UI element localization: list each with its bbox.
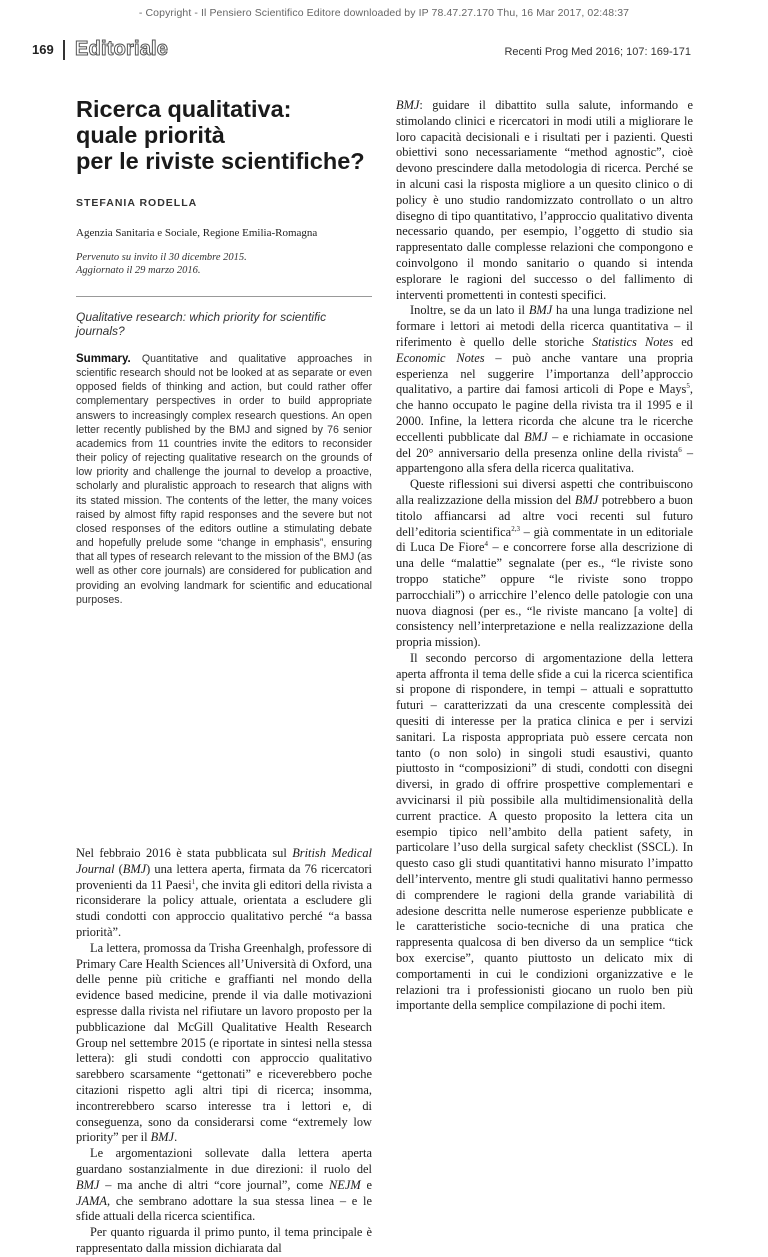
header-divider (63, 40, 65, 60)
body-paragraph: Le argomentazioni sollevate dalla lettera aperta guardano sostanzialmente in due direzioni: il ruolo del BMJ – ma anche di altri “core journal”, come NEJM e JAMA, che sembrano adottare la sua stessa linea – e le sfide attuali della ricerca scientifica. (76, 1146, 372, 1224)
journal-reference: Recenti Prog Med 2016; 107: 169-171 (504, 46, 691, 58)
body-paragraph: Per quanto riguarda il primo punto, il tema principale è rappresentato dalla mission dichiarata dal (76, 1225, 372, 1255)
english-title: Qualitative research: which priority for scientific journals? (76, 310, 327, 338)
summary-label: Summary. (76, 353, 131, 365)
abstract-divider (76, 296, 372, 297)
summary-text: Quantitative and qualitative approaches in scientific research should not be looked at as separate or even opposed fields of thinking and action, but could rather offer complementary perspectives in order to build appropriate answers to increasingly complex research questions. An open letter recently published by the BMJ and signed by 76 senior academics from 11 countries invite the editors to reconsider their policy of rejecting qualitative research on the grounds of low priority and challenge the journal to develop a proactive, scholarly and pluralistic approach to research that aligns with its stated mission. The contents of the letter, the many voices raised by almost fifty rapid responses and the severe but not closed responses of the editors outline a stimulating debate and hopefully prelude some “change in emphasis”, ensuring that all types of research relevant to the mission of the BMJ (as well as other core journals) are considered for publication and providing an evolving landmark for scientific and educational purposes. (76, 353, 372, 606)
body-paragraph: Queste riflessioni sui diversi aspetti che contribuiscono alla realizzazione della mission del BMJ potrebbero a buon titolo affiancarsi ad altre voci recenti sul futuro dell’editoria scientifica$^{2,3}$ – già commentate in un editoriale di Luca De Fiore$^4$ – e concorrere forse alla descrizione di una delle “malattie” segnalate (per es., “le riviste sono troppo statiche” oppure “le riviste sono troppo parrocchiali”) o arricchire l’elenco delle patologie con una nuova diagnosi (per es., “le riviste mancano [a volte] di consistency nell’interpretazione e nella realizzazione della propria mission). (396, 477, 693, 650)
article-title (76, 96, 372, 174)
section-label: Editoriale (75, 38, 169, 60)
right-column (396, 98, 693, 1014)
title-line: Ricerca qualitativa: (76, 96, 292, 122)
body-paragraph: Il secondo percorso di argomentazione della lettera aperta affronta il tema delle sfide a cui la ricerca scientifica si propone di rispondere, in tempi – attuali e soprattutto futuri – caratterizzati da una crescente complessità dei quesiti di interesse per la pratica clinica e per i servizi sanitari. La risposta appropriata può essere cercata non tanto (o non solo) in singoli studi esaustivi, quanto piuttosto in “composizioni” di studi, condotti con disegni diversi, in grado di offrire prospettive complementari e avvicinarsi il più possibile alla multidimensionalità della current practice. A questo proposito la lettera cita un esempio tipico nell’ambito della patient safety, in particolare l’uso della surgical safety checklist (SSCL). In questo caso gli studi quantitativi hanno misurato l’impatto dell’intervento, mentre gli studi qualitativi hanno permesso di comprendere le ragioni della grande variabilità di adesione descritta nelle numerose esperienze pubblicate e le caratteristiche socio-tecniche di una pratica che rappresenta qualcosa di ben diverso da un semplice “tick box exercise”, quanto piuttosto un delicato mix di comportamenti in cui le condizioni organizzative e le relazioni tra i professionisti giocano un ruolo ben più importante della semplice compilazione di pochi item. (396, 650, 693, 1013)
body-paragraph: Nel febbraio 2016 è stata pubblicata sul British Medical Journal (BMJ) una lettera aperta, firmata da 76 ricercatori provenienti da 11 Paesi$^1$, che invita gli editori della rivista a riconsiderare la policy attuale, orientata a escludere gli studi condotti con approccio qualitativo perché “a bassa priorità”. (76, 846, 372, 939)
body-text-left (76, 846, 372, 1257)
received-date: Pervenuto su invito il 30 dicembre 2015. (76, 252, 247, 263)
article-dates (76, 251, 372, 277)
updated-date: Aggiornato il 29 marzo 2016. (76, 265, 201, 276)
page-number: 169 (32, 42, 54, 57)
title-line: per le riviste scientifiche? (76, 148, 365, 174)
title-line: quale priorità (76, 122, 225, 148)
body-paragraph: Inoltre, se da un lato il BMJ ha una lunga tradizione nel formare i lettori ai metodi della ricerca quantitativa – il riferimento è quello delle storiche Statistics Notes ed Economic Notes – può anche vantare una propria esperienza nel suggerire l’importanza dell’approccio qualitativo, a partire dai famosi articoli di Pope e Mays$^5$, che hanno occupato le pagine della rivista tra il 1995 e il 2000. Infine, la lettera ricorda che alcune tra le ricerche eccellenti pubblicate dal BMJ – e richiamate in occasione del 20° anniversario della presenza online della rivista$^6$ – appartengono alla sfera della ricerca qualitativa. (396, 303, 694, 476)
summary-abstract (76, 352, 372, 607)
body-paragraph: La lettera, promossa da Trisha Greenhalgh, professore di Primary Care Health Sciences all’Università di Oxford, una delle penne più critiche e graffianti nel mondo della evidence based medicine, prende il via dalle motivazioni espresse dalla rivista nel rifiutare un lavoro proposto per la pubblicazione dal McGill Qualitative Health Research Group nel settembre 2015 (e riportate in sintesi nella stessa lettera): gli studi condotti con approccio qualitativo sarebbero scarsamente “gettonati” e riceverebbero poche citazioni rispetto agli altri tipi di ricerca; insomma, incontrerebbero scarso interesse tra i lettori e, di conseguenza, sono da considerarsi come “extremely low priority” per il BMJ. (76, 940, 372, 1145)
author-affiliation: Agenzia Sanitaria e Sociale, Regione Emilia-Romagna (76, 227, 318, 239)
page-header (0, 40, 768, 66)
body-paragraph: BMJ: guidare il dibattito sulla salute, informando e stimolando clinici e ricercatori in modi utili a migliorare le loro capacità decisionali e i risultati per i pazienti. Questi obiettivi sono necessariamente “method agnostic”, cioè devono prescindere dalla metodologia di ricerca. Perché se in alcuni casi la risposta migliore a un quesito clinico o di policy è uno studio randomizzato controllato o un altro disegno di tipo quantitativo, l’approccio qualitativo diventa necessario quando, per esempio, l’oggetto di studio sia rappresentato dalle complesse relazioni che compongono e coinvolgono il mondo sanitario o quando si intenda esplorare le ragioni del successo o del fallimento di interventi promettenti in contesti specifici. (396, 98, 693, 302)
author-name: STEFANIA RODELLA (76, 197, 198, 209)
copyright-notice: - Copyright - Il Pensiero Scientifico Editore downloaded by IP 78.47.27.170 Thu, 16 Mar 2017, 02:48:37 (138, 7, 630, 19)
left-column (76, 86, 372, 1255)
